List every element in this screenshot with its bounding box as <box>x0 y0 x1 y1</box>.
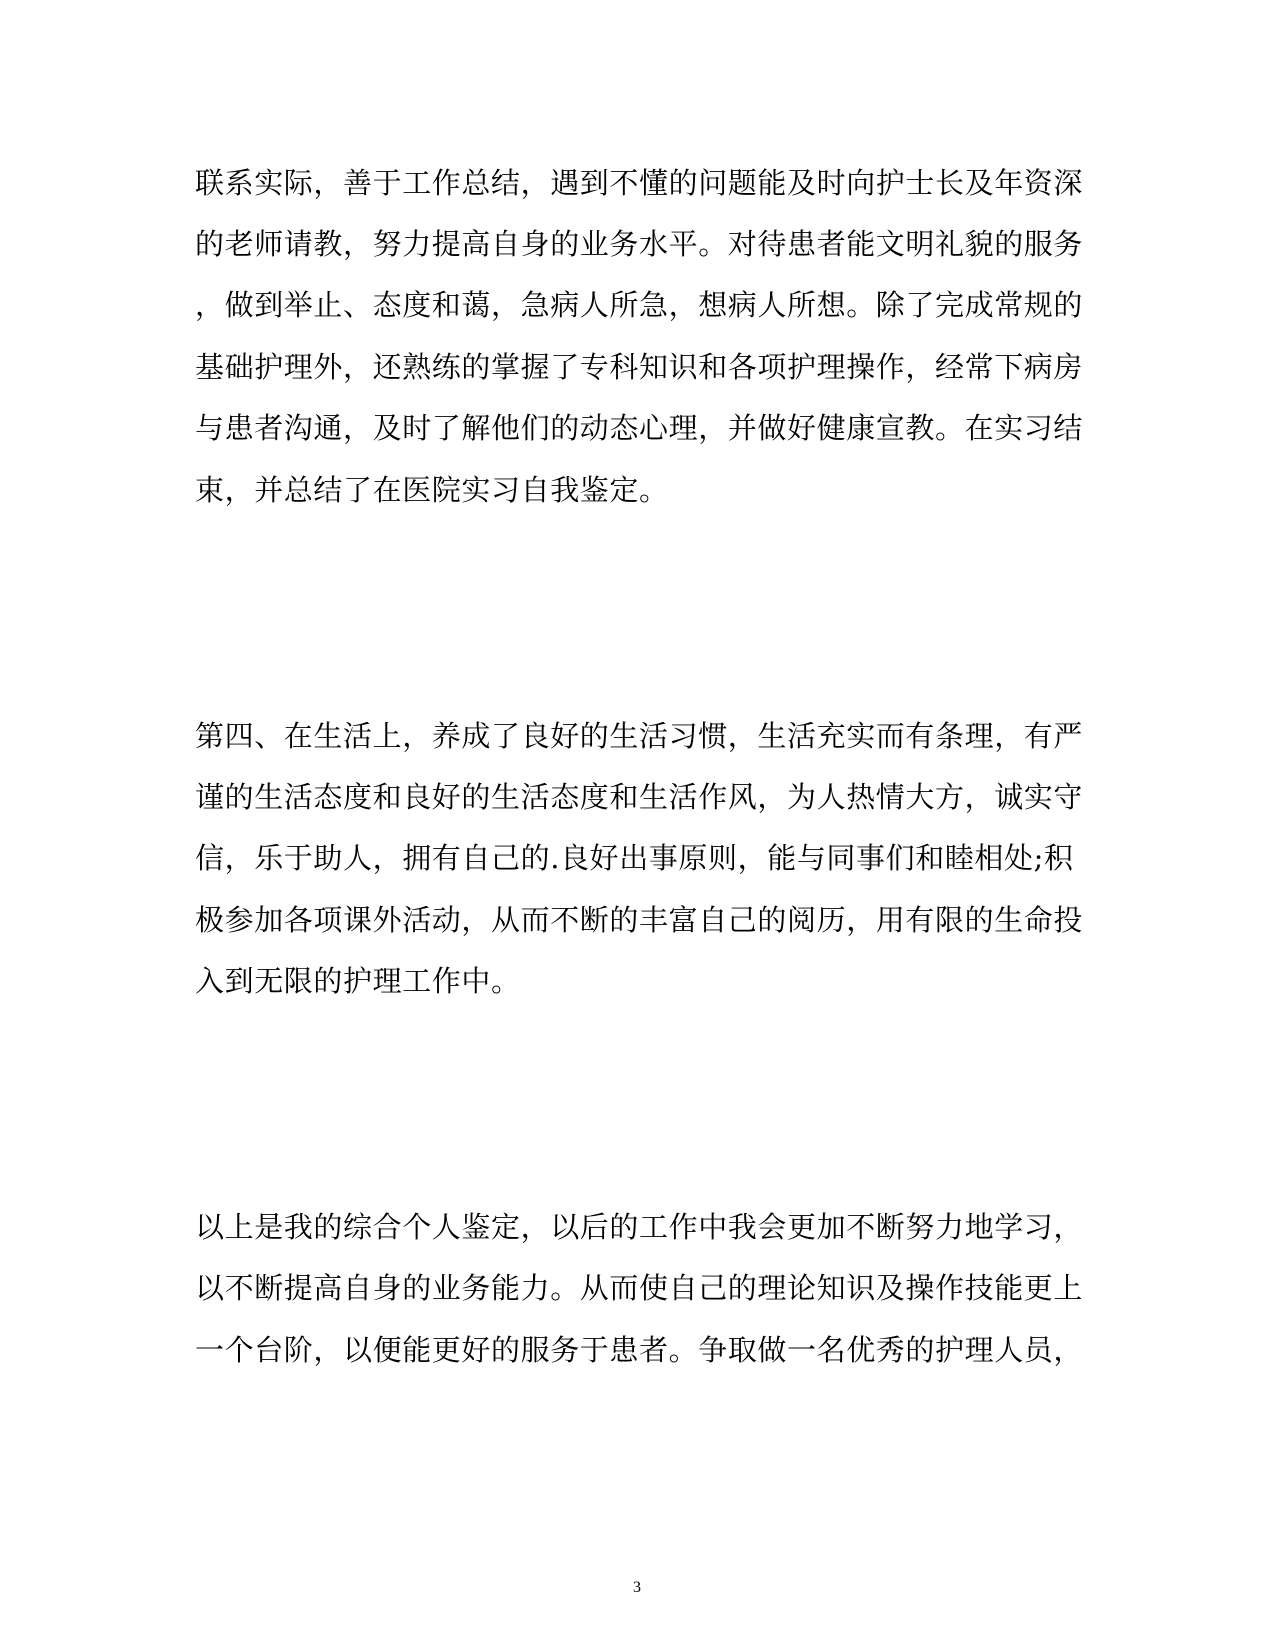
text-line: 束，并总结了在医院实习自我鉴定。 <box>195 473 669 507</box>
text-line: 以不断提高自身的业务能力。从而使自己的理论知识及操作技能更上 <box>195 1271 1084 1305</box>
text-line: 信，乐于助人，拥有自己的.良好出事原则，能与同事们和睦相处;积 <box>195 841 1074 875</box>
text-line: 以上是我的综合个人鉴定，以后的工作中我会更加不断努力地学习， <box>195 1210 1084 1244</box>
text-line: 与患者沟通，及时了解他们的动态心理，并做好健康宣教。在实习结 <box>195 411 1084 445</box>
text-line: 谨的生活态度和良好的生活态度和生活作风，为人热情大方，诚实守 <box>195 780 1084 814</box>
text-line: ，做到举止、态度和蔼，急病人所急，想病人所想。除了完成常规的 <box>195 288 1084 322</box>
page-number: 3 <box>633 1579 641 1596</box>
text-line: 极参加各项课外活动，从而不断的丰富自己的阅历，用有限的生命投 <box>195 903 1084 937</box>
text-line: 一个台阶，以便能更好的服务于患者。争取做一名优秀的护理人员， <box>195 1333 1084 1367</box>
text-line: 基础护理外，还熟练的掌握了专科知识和各项护理操作，经常下病房 <box>195 350 1084 384</box>
text-line: 入到无限的护理工作中。 <box>195 964 521 998</box>
text-line: 第四、在生活上，养成了良好的生活习惯，生活充实而有条理，有严 <box>195 719 1084 753</box>
text-line: 的老师请教，努力提高自身的业务水平。对待患者能文明礼貌的服务 <box>195 227 1084 261</box>
text-line: 联系实际，善于工作总结，遇到不懂的问题能及时向护士长及年资深 <box>195 166 1084 200</box>
